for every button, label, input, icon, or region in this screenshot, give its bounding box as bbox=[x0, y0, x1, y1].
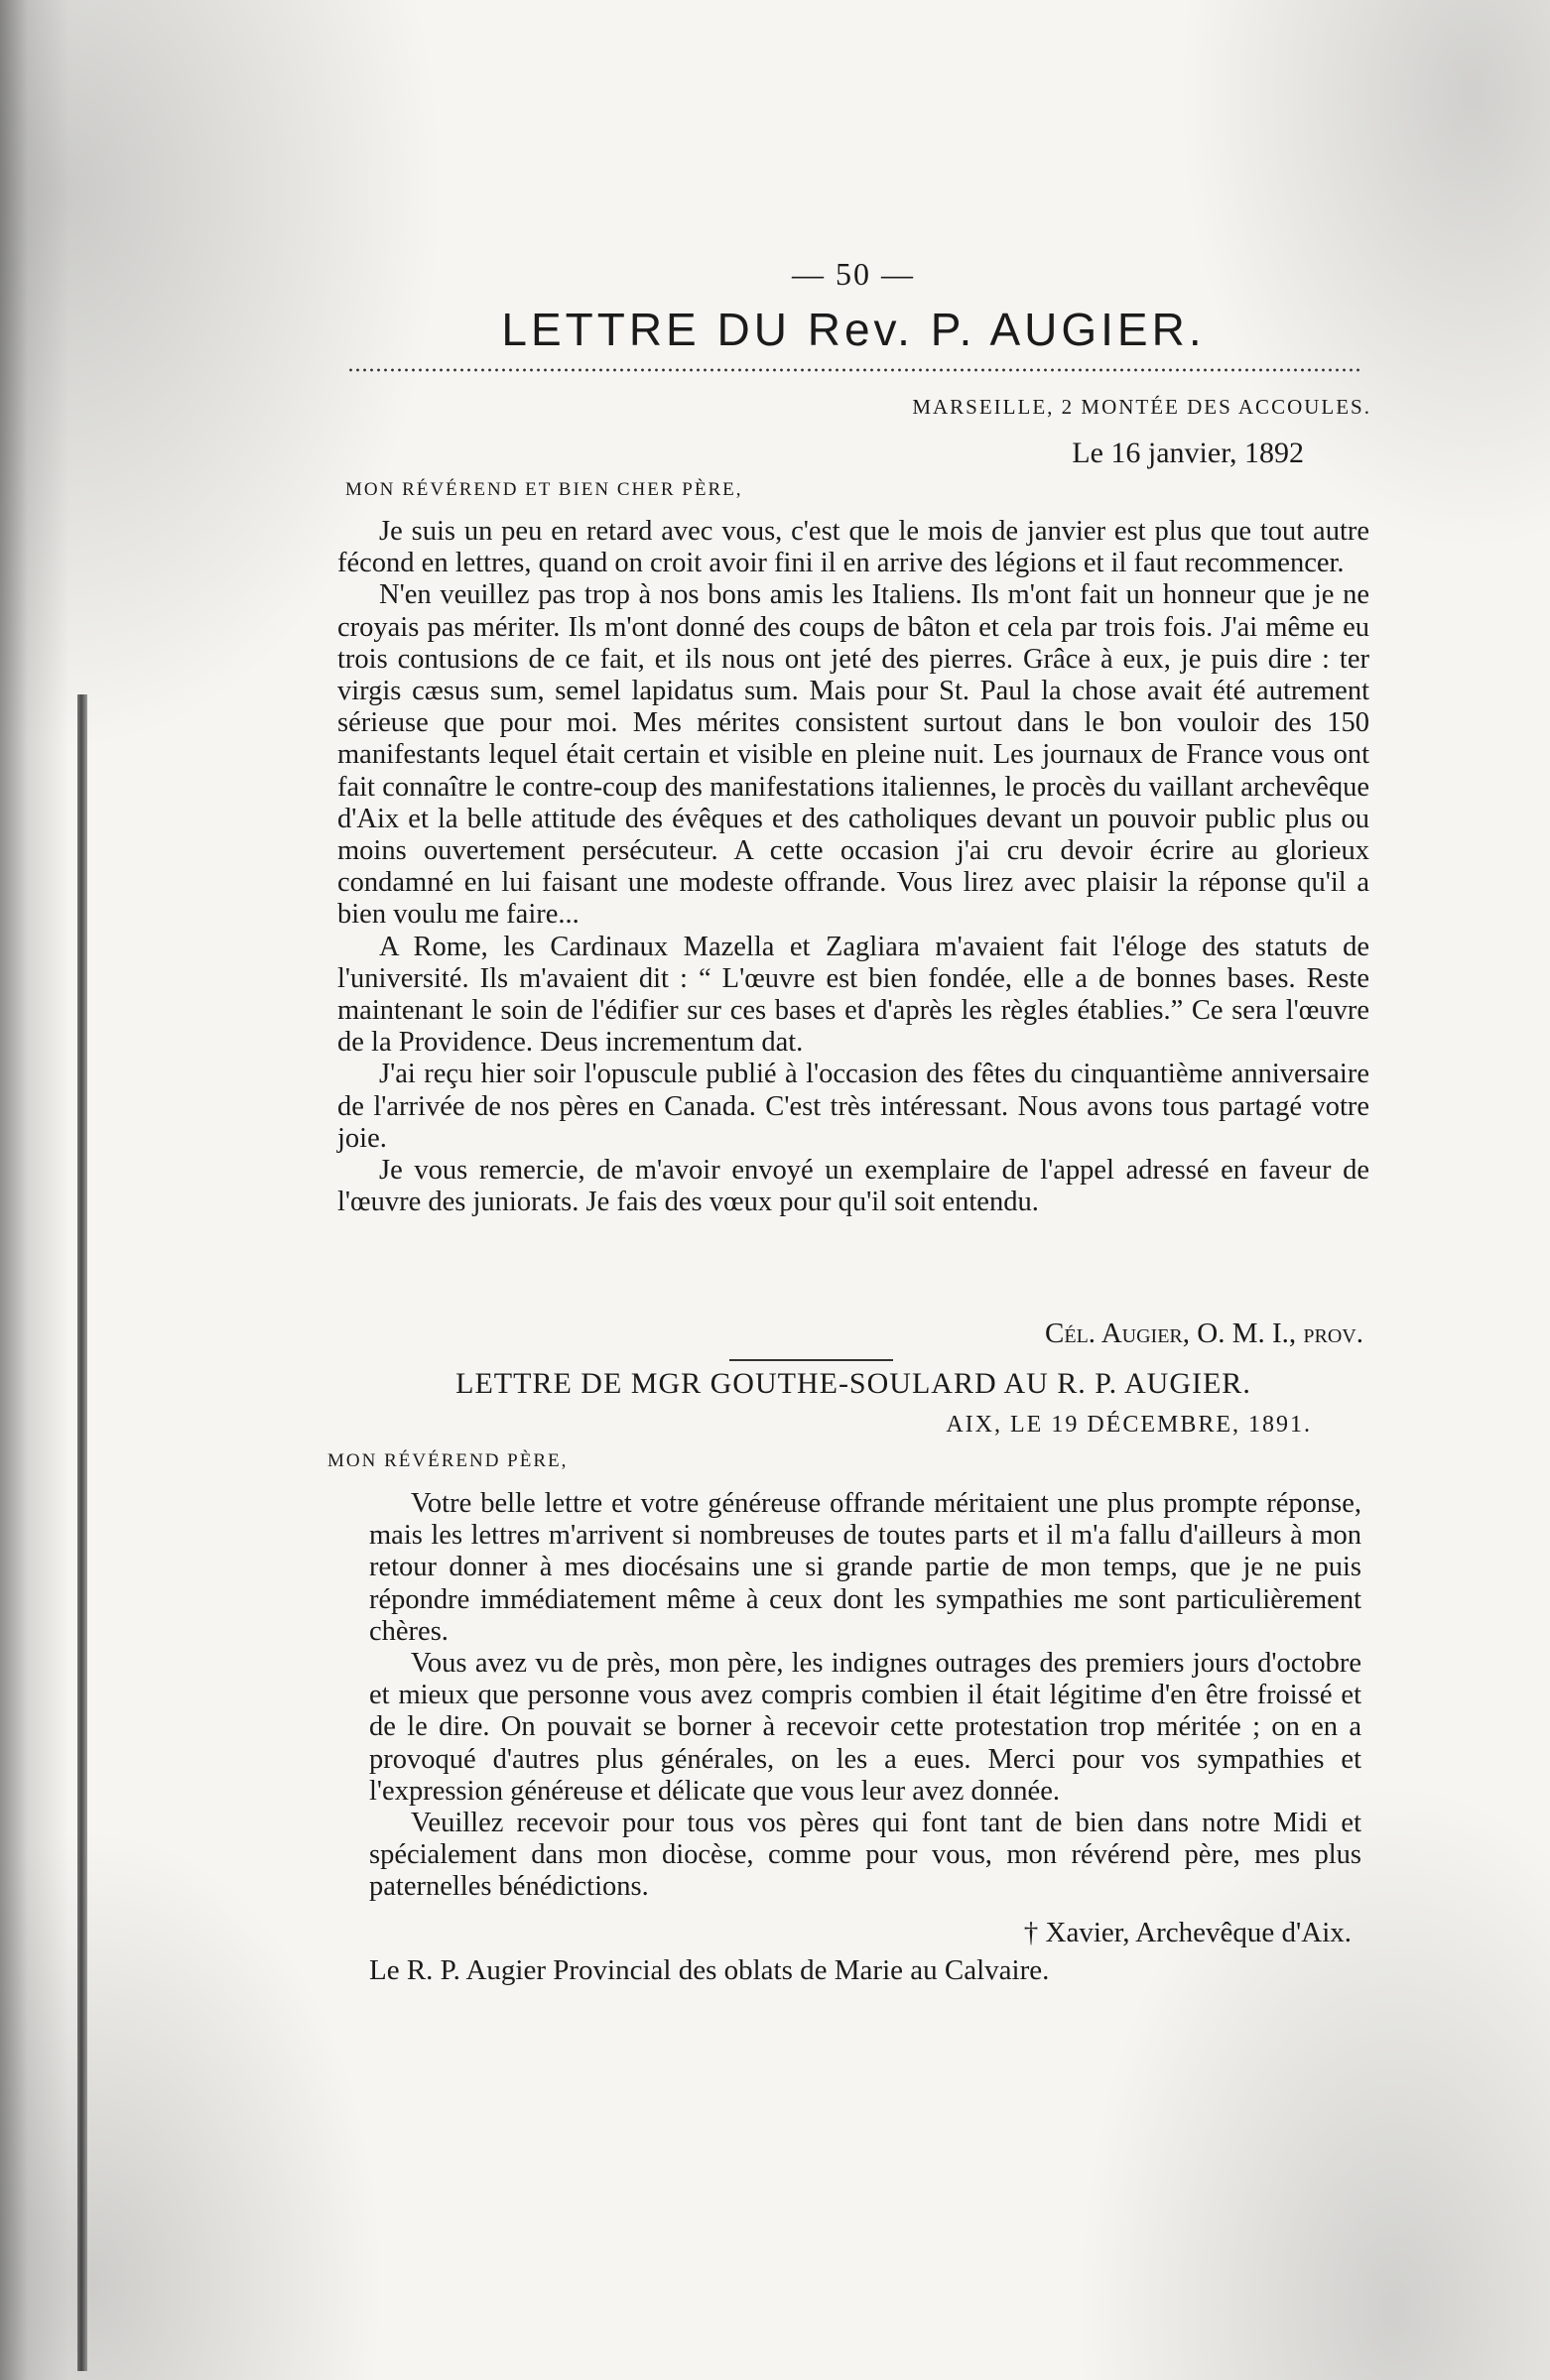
letter1-date: Le 16 janvier, 1892 bbox=[1072, 437, 1304, 469]
margin-rule bbox=[77, 694, 87, 2371]
binding-shadow bbox=[0, 0, 69, 2380]
letter1-body bbox=[337, 516, 1369, 1218]
letter2-date: AIX, LE 19 DÉCEMBRE, 1891. bbox=[946, 1412, 1312, 1438]
letter2-salutation: MON RÉVÉREND PÈRE, bbox=[327, 1450, 569, 1471]
letter1-paragraph: Je vous remercie, de m'avoir envoyé un exemplaire de l'appel adressé en faveur de l'œuvre des juniorats. Je fais des vœux pour qu'il soit entendu. bbox=[337, 1155, 1369, 1218]
letter1-title: LETTRE DU Rev. P. AUGIER. bbox=[501, 304, 1206, 355]
ornament-divider bbox=[347, 367, 1359, 373]
letter2-title: LETTRE DE MGR GOUTHE-SOULARD AU R. P. AUGIER. bbox=[455, 1367, 1251, 1400]
letter2-closing: Le R. P. Augier Provincial des oblats de Marie au Calvaire. bbox=[369, 1954, 1050, 1986]
letter2-signature: † Xavier, Archevêque d'Aix. bbox=[1023, 1917, 1352, 1948]
letter1-address: MARSEILLE, 2 MONTÉE DES ACCOULES. bbox=[912, 395, 1371, 419]
letter2-paragraph: Votre belle lettre et votre généreuse offrande méritaient une plus prompte réponse, mais les lettres m'arrivent si nombreuses de toutes parts et il m'a fallu d'ailleurs à mon retour donner à mes diocésains une si grande partie de mon temps, que je ne puis répondre immédiatement même à ceux dont les sympathies me sont particulièrement chères. bbox=[369, 1488, 1361, 1647]
letter1-salutation: MON RÉVÉREND ET BIEN CHER PÈRE, bbox=[345, 479, 743, 500]
letter1-paragraph: N'en veuillez pas trop à nos bons amis les Italiens. Ils m'ont fait un honneur que je ne croyais pas mériter. Ils m'ont donné des coups de bâton et cela par trois fois. J'ai même eu trois contusions de ce fait, et ils nous ont jeté des pierres. Grâce à eux, je puis dire : ter virgis cæsus sum, semel lapidatus sum. Mais pour St. Paul la chose avait été autrement sérieuse que pour moi. Mes mérites consistent surtout dans le bon vouloir des 150 manifestants lequel était certain et visible en pleine nuit. Les journaux de France vous ont fait connaître le contre-coup des manifestations italiennes, le procès du vaillant archevêque d'Aix et la belle attitude des évêques et des catholiques devant un pouvoir public plus ou moins ouvertement persécuteur. A cette occasion j'ai cru devoir écrire au glorieux condamné en lui faisant une modeste offrande. Vous lirez avec plaisir la réponse qu'il a bien voulu me faire... bbox=[337, 579, 1369, 931]
letter1-paragraph: Je suis un peu en retard avec vous, c'est que le mois de janvier est plus que tout autre fécond en lettres, quand on croit avoir fini il en arrive des légions et il faut recommencer. bbox=[337, 516, 1369, 579]
letter1-signature: Cél. Augier, O. M. I., prov. bbox=[1045, 1317, 1363, 1349]
letter1-paragraph: J'ai reçu hier soir l'opuscule publié à l'occasion des fêtes du cinquantième anniversaire de l'arrivée de nos pères en Canada. C'est très intéressant. Nous avons tous partagé votre joie. bbox=[337, 1059, 1369, 1154]
page-number: — 50 — bbox=[792, 256, 915, 292]
letter2-paragraph: Veuillez recevoir pour tous vos pères qui font tant de bien dans notre Midi et spécialement dans mon diocèse, comme pour vous, mon révérend père, mes plus paternelles bénédictions. bbox=[369, 1808, 1361, 1903]
letter1-paragraph: A Rome, les Cardinaux Mazella et Zagliara m'avaient fait l'éloge des statuts de l'université. Ils m'avaient dit : “ L'œuvre est bien fondée, elle a de bonnes bases. Reste maintenant le soin de l'édifier sur ces bases et d'après les règles établies.” Ce sera l'œuvre de la Providence. Deus incrementum dat. bbox=[337, 931, 1369, 1059]
letter2-paragraph: Vous avez vu de près, mon père, les indignes outrages des premiers jours d'octobre et mieux que personne vous avez compris combien il était légitime d'en être froissé et de le dire. On pouvait se borner à recevoir cette protestation trop méritée ; on en a provoqué d'autres plus générales, on les a eues. Merci pour vos sympathies et l'expression généreuse et délicate que vous leur avez donnée. bbox=[369, 1648, 1361, 1807]
section-rule bbox=[729, 1359, 893, 1361]
letter2-body bbox=[369, 1488, 1361, 1904]
